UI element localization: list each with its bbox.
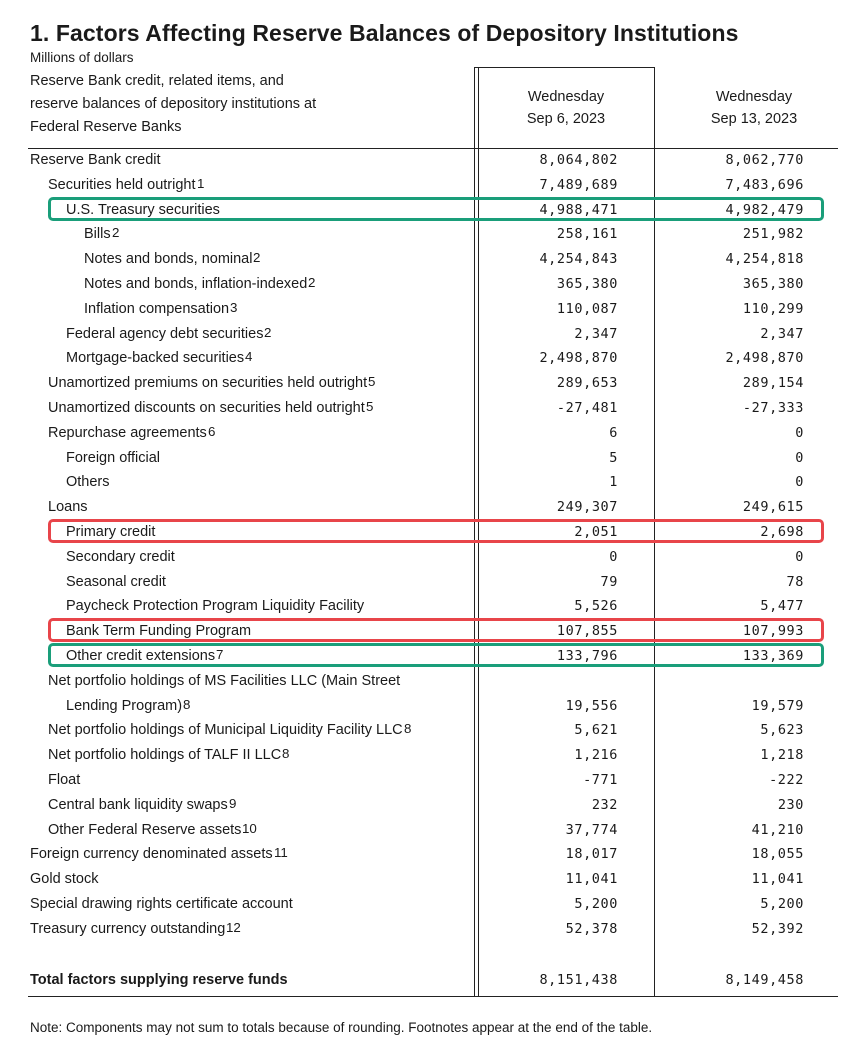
footnote-marker: 1 bbox=[197, 175, 205, 191]
row-label: Federal agency debt securities bbox=[66, 325, 264, 342]
row-label: Securities held outright bbox=[48, 176, 196, 193]
row-label: Unamortized discounts on securities held outright bbox=[48, 400, 365, 416]
row-value-sep13: 8,062,770 bbox=[725, 152, 804, 168]
footnote-marker: 10 bbox=[242, 820, 257, 836]
row-value-sep13: -27,333 bbox=[742, 400, 804, 416]
column-header-date: Sep 6, 2023 bbox=[526, 111, 606, 127]
row-value-sep13: 5,200 bbox=[760, 896, 804, 912]
row-label: Foreign official bbox=[66, 449, 161, 466]
footnote-marker: 2 bbox=[112, 225, 120, 241]
row-value-sep6: 5,621 bbox=[574, 722, 618, 739]
row-value-sep13: 289,154 bbox=[742, 375, 804, 392]
row-value-sep13: -222 bbox=[769, 772, 804, 788]
row-value-sep13: 4,982,479 bbox=[725, 201, 804, 218]
row-label: Net portfolio holdings of TALF II LLC bbox=[48, 747, 282, 764]
row-label: Mortgage-backed securities bbox=[66, 350, 245, 367]
highlight-box bbox=[48, 519, 824, 543]
column-header-sep13 bbox=[660, 86, 848, 130]
column-header-day: Wednesday bbox=[715, 89, 793, 105]
row-label: Net portfolio holdings of Municipal Liquidity Facility LLC bbox=[48, 722, 403, 739]
row-value-sep6: 79 bbox=[600, 573, 618, 590]
header-label-line: reserve balances of depository institutions at bbox=[30, 96, 317, 112]
footnote-marker: 6 bbox=[208, 423, 216, 439]
footnote-marker: 5 bbox=[366, 399, 374, 414]
header-label bbox=[30, 70, 470, 139]
header-label-line: Reserve Bank credit, related items, and bbox=[30, 73, 284, 89]
row-label: Lending Program) bbox=[66, 697, 183, 714]
row-label: Other credit extensions bbox=[66, 648, 216, 664]
row-value-sep13: 11,041 bbox=[751, 871, 804, 888]
row-label: Seasonal credit bbox=[66, 573, 166, 590]
row-value-sep13: 2,347 bbox=[760, 325, 804, 342]
row-value-sep13: 2,698 bbox=[760, 524, 804, 540]
row-label: Net portfolio holdings of MS Facilities LLC (Main Street bbox=[48, 672, 401, 689]
footnote-marker: 2 bbox=[264, 324, 272, 340]
row-value-sep13: 7,483,696 bbox=[725, 176, 804, 193]
row-value-sep13: 365,380 bbox=[742, 276, 804, 292]
row-value-sep13: 133,369 bbox=[742, 648, 804, 664]
footnote-marker: 2 bbox=[253, 250, 261, 266]
row-value-sep6: 107,855 bbox=[556, 623, 618, 640]
row-value-sep6: 7,489,689 bbox=[539, 176, 618, 193]
row-label: Primary credit bbox=[66, 524, 156, 540]
total-value-sep6: 8,151,438 bbox=[539, 972, 618, 988]
row-label: Treasury currency outstanding bbox=[30, 920, 226, 937]
row-value-sep6: 2,051 bbox=[574, 524, 618, 540]
row-label: Bills bbox=[84, 226, 111, 243]
total-label: Total factors supplying reserve funds bbox=[30, 972, 288, 988]
row-label: Repurchase agreements bbox=[48, 424, 207, 441]
row-label: Loans bbox=[48, 499, 88, 516]
row-label: Central bank liquidity swaps bbox=[48, 796, 228, 813]
row-value-sep6: 6 bbox=[609, 424, 618, 441]
row-value-sep13: 1,218 bbox=[760, 747, 804, 764]
row-value-sep6: 133,796 bbox=[556, 648, 618, 664]
row-value-sep6: 1 bbox=[609, 474, 618, 491]
column-header-day: Wednesday bbox=[527, 89, 605, 105]
footnote-note: Note: Components may not sum to totals because of rounding. Footnotes appear at the end of the table. bbox=[30, 1020, 653, 1035]
row-value-sep13: 0 bbox=[795, 449, 804, 466]
footnote-marker: 11 bbox=[274, 845, 288, 861]
row-value-sep6: 2,347 bbox=[574, 325, 618, 342]
row-label: Unamortized premiums on securities held outright bbox=[48, 375, 368, 392]
row-value-sep6: 11,041 bbox=[565, 871, 618, 888]
row-value-sep6: 19,556 bbox=[565, 697, 618, 714]
footnote-marker: 12 bbox=[226, 919, 241, 935]
row-value-sep13: 5,477 bbox=[760, 598, 804, 615]
row-value-sep6: 37,774 bbox=[565, 821, 618, 838]
row-value-sep6: 232 bbox=[591, 796, 618, 813]
footnote-marker: 7 bbox=[216, 647, 224, 662]
footnote-marker: 4 bbox=[245, 349, 253, 365]
row-label: Float bbox=[48, 772, 81, 788]
row-value-sep6: 1,216 bbox=[574, 747, 618, 764]
header-rule bbox=[28, 148, 838, 149]
row-value-sep13: 2,498,870 bbox=[725, 350, 804, 367]
row-value-sep13: 107,993 bbox=[742, 623, 804, 640]
row-label: Bank Term Funding Program bbox=[66, 623, 252, 640]
row-value-sep6: 5,526 bbox=[574, 598, 618, 615]
row-value-sep13: 230 bbox=[777, 796, 804, 813]
row-value-sep13: 4,254,818 bbox=[725, 251, 804, 268]
column-header-sep6 bbox=[480, 86, 652, 130]
footnote-marker: 2 bbox=[308, 275, 316, 290]
row-value-sep13: 249,615 bbox=[742, 499, 804, 516]
row-value-sep13: 19,579 bbox=[751, 697, 804, 714]
row-value-sep6: 4,254,843 bbox=[539, 251, 618, 268]
row-label: Others bbox=[66, 474, 110, 491]
total-value-sep13: 8,149,458 bbox=[725, 972, 804, 988]
row-value-sep6: 249,307 bbox=[556, 499, 618, 516]
row-value-sep13: 78 bbox=[786, 573, 804, 590]
row-value-sep6: 5 bbox=[609, 449, 618, 466]
row-label: Paycheck Protection Program Liquidity Facility bbox=[66, 598, 365, 615]
row-label: Notes and bonds, nominal bbox=[84, 251, 253, 268]
footnote-marker: 5 bbox=[368, 374, 376, 390]
row-value-sep13: 110,299 bbox=[742, 300, 804, 317]
row-value-sep6: -27,481 bbox=[556, 400, 618, 416]
units-label: Millions of dollars bbox=[30, 50, 134, 65]
row-value-sep6: 0 bbox=[609, 548, 618, 565]
row-label: Reserve Bank credit bbox=[30, 152, 161, 168]
row-value-sep13: 251,982 bbox=[742, 226, 804, 243]
row-value-sep13: 18,055 bbox=[751, 846, 804, 863]
row-value-sep13: 0 bbox=[795, 424, 804, 441]
row-value-sep6: 289,653 bbox=[556, 375, 618, 392]
row-label: Other Federal Reserve assets bbox=[48, 821, 242, 838]
row-value-sep13: 5,623 bbox=[760, 722, 804, 739]
footnote-marker: 9 bbox=[229, 795, 237, 811]
row-value-sep6: 258,161 bbox=[556, 226, 618, 243]
row-value-sep6: 365,380 bbox=[556, 276, 618, 292]
row-value-sep6: 110,087 bbox=[556, 300, 618, 317]
row-label: U.S. Treasury securities bbox=[66, 201, 220, 218]
row-label: Inflation compensation bbox=[84, 300, 230, 317]
footnote-marker: 3 bbox=[230, 299, 238, 315]
row-value-sep6: 8,064,802 bbox=[539, 152, 618, 168]
row-value-sep13: 52,392 bbox=[751, 920, 804, 937]
row-value-sep6: 18,017 bbox=[565, 846, 618, 863]
row-value-sep6: -771 bbox=[583, 772, 618, 788]
row-label: Special drawing rights certificate account bbox=[30, 896, 293, 912]
footnote-marker: 8 bbox=[183, 696, 191, 712]
top-rule bbox=[474, 67, 654, 68]
column-header-date: Sep 13, 2023 bbox=[710, 111, 798, 127]
row-label: Notes and bonds, inflation-indexed bbox=[84, 276, 308, 292]
bottom-rule bbox=[28, 996, 838, 997]
row-value-sep13: 0 bbox=[795, 474, 804, 491]
row-label: Secondary credit bbox=[66, 548, 175, 565]
header-label-line: Federal Reserve Banks bbox=[30, 119, 182, 135]
row-value-sep6: 2,498,870 bbox=[539, 350, 618, 367]
row-value-sep13: 0 bbox=[795, 548, 804, 565]
row-value-sep6: 5,200 bbox=[574, 896, 618, 912]
page-title: 1. Factors Affecting Reserve Balances of Depository Institutions bbox=[30, 20, 739, 46]
row-value-sep13: 41,210 bbox=[751, 821, 804, 838]
row-value-sep6: 4,988,471 bbox=[539, 201, 618, 218]
row-value-sep6: 52,378 bbox=[565, 920, 618, 937]
footnote-marker: 8 bbox=[404, 721, 412, 737]
footnote-marker: 8 bbox=[282, 746, 290, 762]
row-label: Foreign currency denominated assets bbox=[30, 846, 273, 863]
row-label: Gold stock bbox=[30, 871, 99, 888]
